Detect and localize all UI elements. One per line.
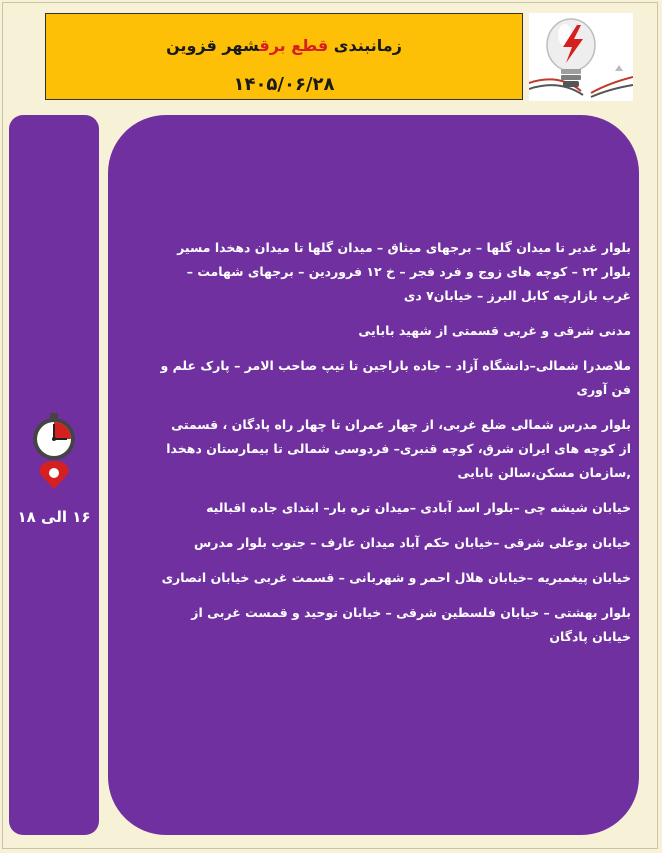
time-panel	[9, 115, 99, 835]
list-item: ملاصدرا شمالی–دانشگاه آزاد – جاده باراجین تا تیپ صاحب الامر – پارک علم و فن آوری	[160, 358, 631, 397]
list-item: خیابان شیشه چی –بلوار اسد آبادی –میدان تره بار– ابتدای جاده اقبالیه	[206, 500, 631, 515]
stopwatch-pin-icon	[31, 411, 77, 491]
title-suffix: شهر قزوین	[166, 36, 260, 55]
outage-hours: ۱۶ الی ۱۸	[17, 508, 91, 526]
list-item: بلوار بهشتی – خیابان فلسطین شرقی – خیابان توحید و قمست غربی از خیابان پادگان	[191, 605, 631, 644]
page-title	[46, 36, 522, 55]
areas-panel	[108, 115, 639, 835]
header-banner	[45, 13, 523, 100]
schedule-date: ۱۴۰۵/۰۶/۲۸	[233, 74, 335, 95]
list-item: مدنی شرقی و غربی قسمتی از شهید بابایی	[358, 323, 631, 338]
lightbulb-lightning-icon	[529, 13, 633, 101]
logo	[529, 13, 633, 101]
title-accent: قطع برق	[259, 36, 329, 55]
list-item: خیابان بوعلی شرقی –خیابان حکم آباد میدان عارف – جنوب بلوار مدرس	[194, 535, 631, 550]
area-list	[158, 236, 631, 660]
title-prefix: زمانبندی	[328, 36, 402, 55]
list-item: خیابان پیغمبریه –خیابان هلال احمر و شهربانی – قسمت غربی خیابان انصاری	[161, 570, 631, 585]
list-item: بلوار غدیر تا میدان گلها – برجهای میثاق – میدان گلها تا میدان دهخدا مسیر بلوار ۲۲ – کوچه های زوج و فرد فجر – خ ۱۲ فروردین – برجهای شهامت – غرب بازارچه کابل البرز – خیابان۷ دی	[177, 240, 631, 303]
list-item: بلوار مدرس شمالی ضلع غربی، از چهار عمران تا چهار راه پادگان ، قسمتی از کوچه های ایران شرق، کوچه قنبری– فردوسی شمالی تا بیمارستان دهخدا ,سازمان مسکن،سالن بابایی	[166, 417, 631, 480]
